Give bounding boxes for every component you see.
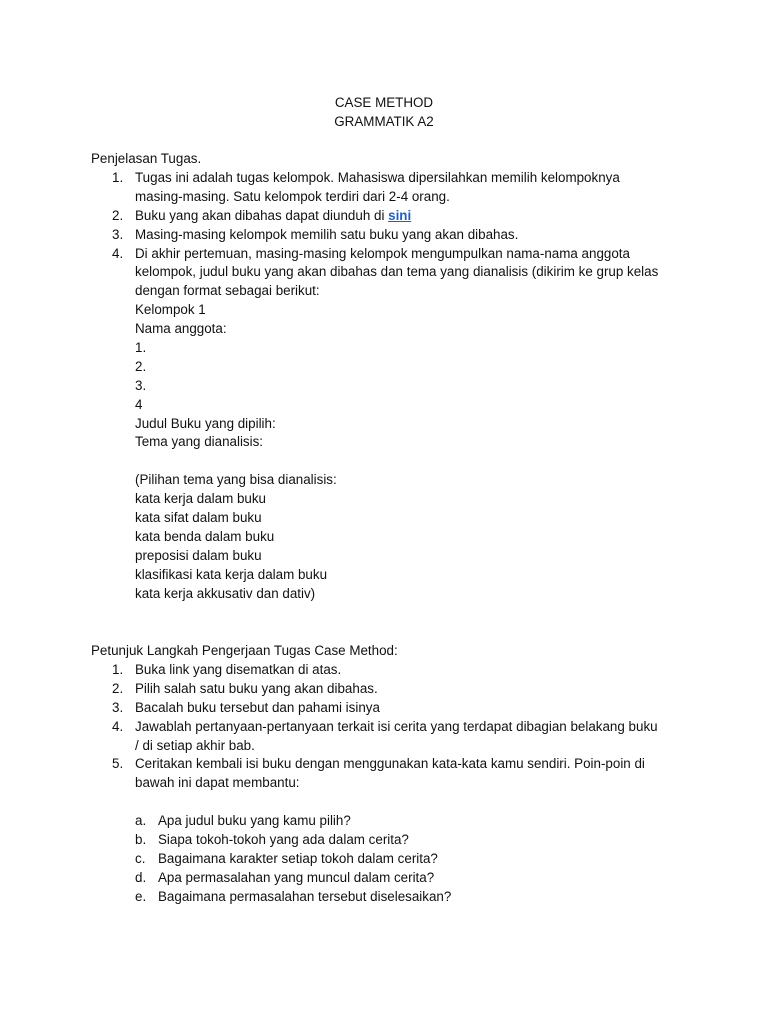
- steps-section: [91, 642, 691, 907]
- members-label: Nama anggota:: [135, 321, 227, 337]
- question-item: [135, 888, 691, 907]
- item-number: 2.: [112, 207, 124, 223]
- member-slot: 2.: [135, 358, 147, 374]
- item-line: Di akhir pertemuan, masing-masing kelompok mengumpulkan nama-nama anggota: [135, 245, 630, 261]
- item-line: Pilih salah satu buku yang akan dibahas.: [135, 680, 378, 696]
- theme-option: kata kerja akkusativ dan dativ): [135, 585, 316, 601]
- question-text: Apa judul buku yang kamu pilih?: [158, 813, 351, 829]
- list-item: [91, 245, 691, 604]
- item-number: 3.: [112, 226, 124, 242]
- list-item: [91, 680, 691, 699]
- question-item: [135, 869, 691, 888]
- question-letter: e.: [135, 888, 147, 904]
- question-text: Siapa tokoh-tokoh yang ada dalam cerita?: [158, 832, 409, 848]
- question-letter: d.: [135, 869, 147, 885]
- group-label: Kelompok 1: [135, 302, 206, 318]
- blank-line: [135, 793, 691, 812]
- theme-option: kata kerja dalam buku: [135, 491, 267, 507]
- item-line: Ceritakan kembali isi buku dengan menggunakan kata-kata kamu sendiri. Poin-poin di: [135, 756, 645, 772]
- item-number: 2.: [112, 680, 124, 696]
- item-line: Jawablah pertanyaan-pertanyaan terkait isi cerita yang terdapat dibagian belakang buku: [135, 718, 658, 734]
- list-item: [91, 699, 691, 718]
- guiding-questions-list: [135, 812, 691, 906]
- question-letter: a.: [135, 813, 147, 829]
- steps-heading: Petunjuk Langkah Pengerjaan Tugas Case Method:: [91, 643, 398, 658]
- question-text: Apa permasalahan yang muncul dalam cerita?: [158, 869, 435, 885]
- item-number: 4.: [112, 718, 124, 734]
- download-text: Buku yang akan dibahas dapat diunduh di: [135, 207, 389, 223]
- question-letter: b.: [135, 832, 147, 848]
- item-line: Buka link yang disematkan di atas.: [135, 662, 342, 677]
- theme-label: Tema yang dianalisis:: [135, 434, 264, 450]
- item-line: / di setiap akhir bab.: [135, 737, 255, 753]
- list-item: [91, 207, 691, 226]
- list-item: [91, 169, 691, 207]
- item-line: [135, 207, 691, 226]
- item-line: Bacalah buku tersebut dan pahami isinya: [135, 699, 380, 715]
- item-number: 1.: [112, 170, 124, 185]
- book-title-label: Judul Buku yang dipilih:: [135, 415, 276, 431]
- question-item: [135, 812, 691, 831]
- question-item: [135, 850, 691, 869]
- explanation-list: [91, 169, 691, 603]
- item-line: Masing-masing kelompok memilih satu buku yang akan dibahas.: [135, 226, 519, 242]
- list-item: [91, 718, 691, 756]
- theme-option: kata sifat dalam buku: [135, 510, 262, 526]
- item-line: masing-masing. Satu kelompok terdiri dari 2-4 orang.: [135, 188, 450, 204]
- title-line-1: CASE METHOD: [334, 95, 434, 110]
- item-line: dengan format sebagai berikut:: [135, 283, 320, 299]
- download-link[interactable]: sini: [388, 207, 412, 223]
- theme-option: klasifikasi kata kerja dalam buku: [135, 566, 328, 582]
- member-slot: 4: [135, 396, 143, 412]
- item-line: Tugas ini adalah tugas kelompok. Mahasiswa dipersilahkan memilih kelompoknya: [135, 170, 620, 185]
- explanation-heading: Penjelasan Tugas.: [91, 151, 202, 166]
- question-item: [135, 831, 691, 850]
- theme-option: preposisi dalam buku: [135, 547, 262, 563]
- member-slot: 1.: [135, 340, 147, 356]
- document-title: [0, 94, 768, 132]
- item-line: bawah ini dapat membantu:: [135, 775, 300, 791]
- steps-list: [91, 661, 691, 907]
- explanation-section: [91, 150, 691, 603]
- item-number: 4.: [112, 245, 124, 261]
- item-number: 3.: [112, 699, 124, 715]
- member-slot: 3.: [135, 377, 147, 393]
- question-letter: c.: [135, 850, 146, 866]
- list-item: [91, 755, 691, 906]
- item-number: 1.: [112, 662, 124, 677]
- theme-option: kata benda dalam buku: [135, 528, 275, 544]
- title-line-2: GRAMMATIK A2: [334, 114, 434, 129]
- list-item: [91, 226, 691, 245]
- item-number: 5.: [112, 756, 124, 772]
- list-item: [91, 661, 691, 680]
- item-line: kelompok, judul buku yang akan dibahas dan tema yang dianalisis (dikirim ke grup kelas: [135, 264, 659, 280]
- blank-line: [135, 452, 691, 471]
- question-text: Bagaimana karakter setiap tokoh dalam cerita?: [158, 850, 438, 866]
- question-text: Bagaimana permasalahan tersebut diselesaikan?: [158, 888, 452, 904]
- theme-options-intro: (Pilihan tema yang bisa dianalisis:: [135, 472, 337, 488]
